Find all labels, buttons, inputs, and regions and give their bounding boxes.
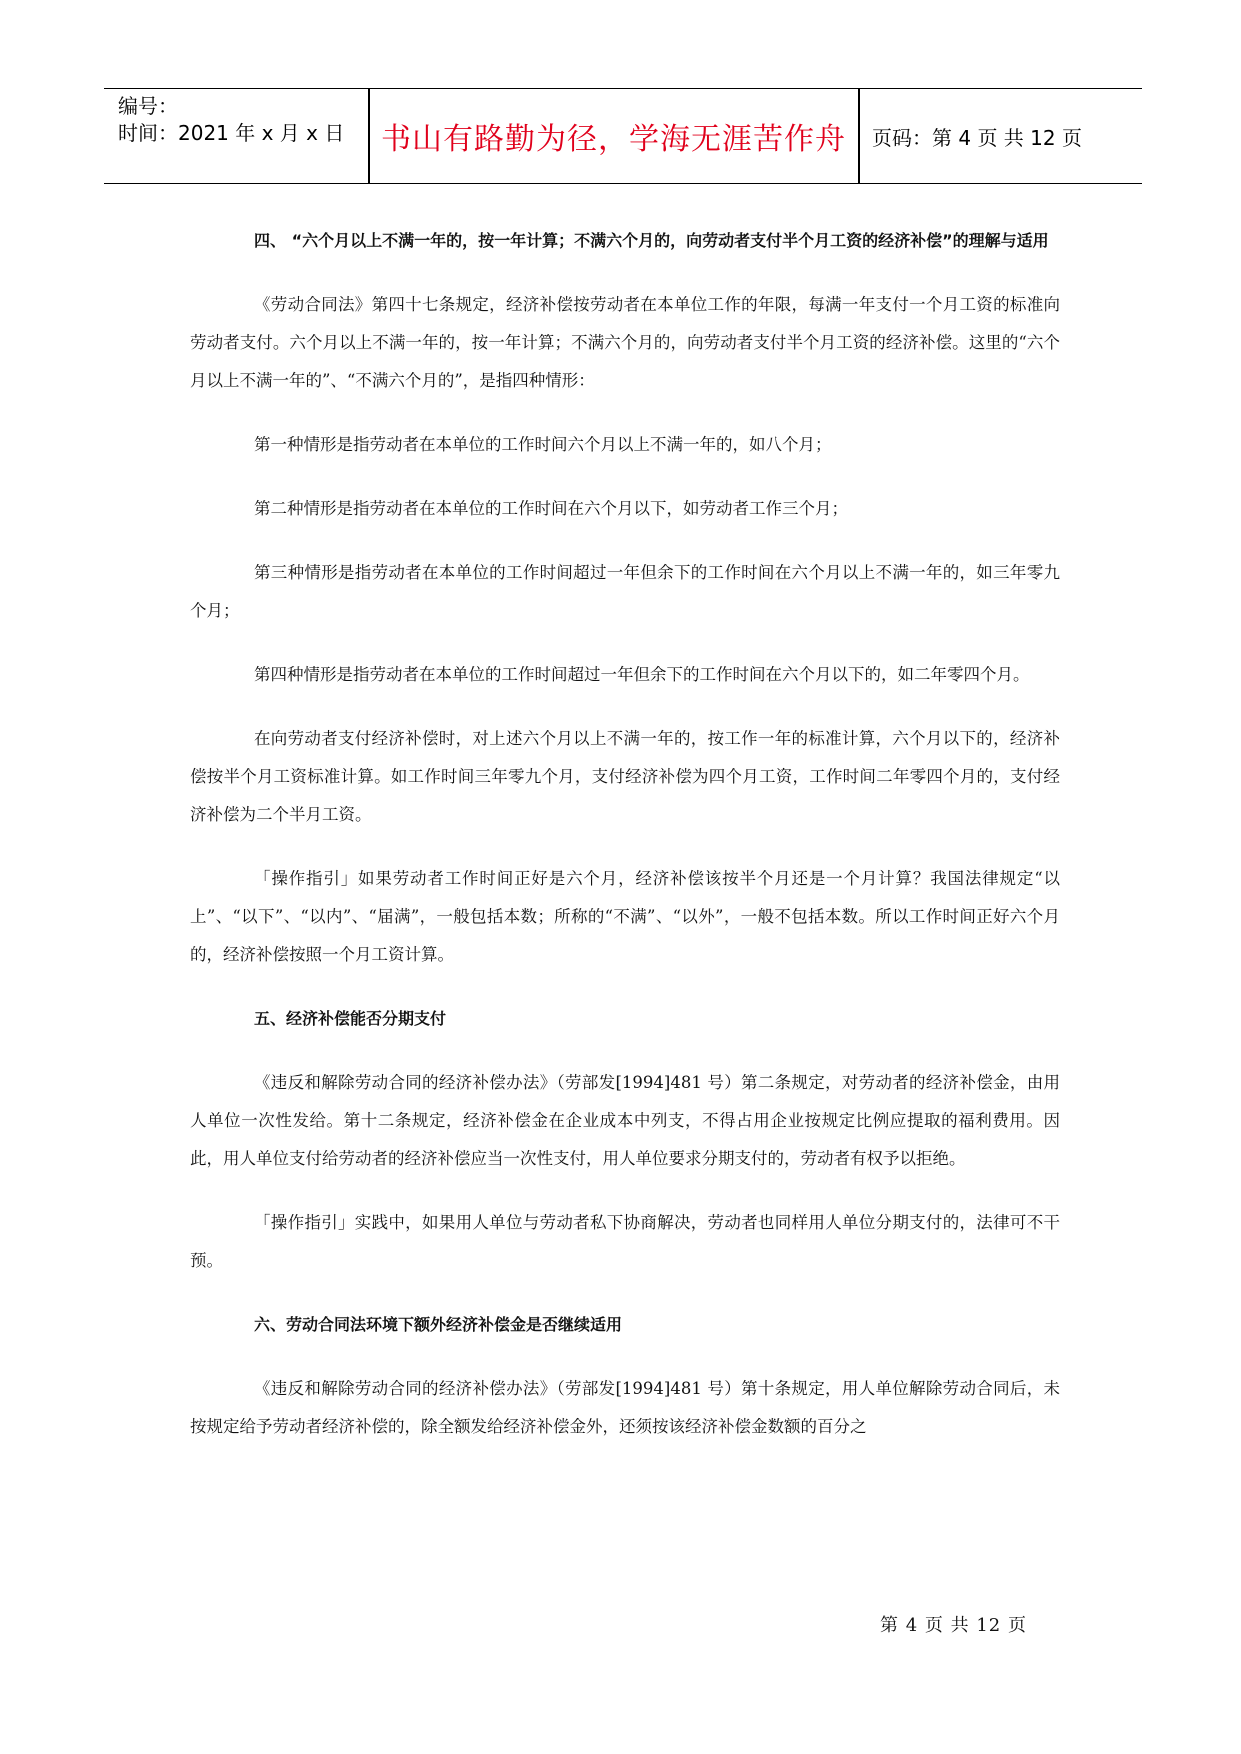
- paragraph: 《违反和解除劳动合同的经济补偿办法》（劳部发[1994]481 号）第十条规定，用人单位解除劳动合同后，未按规定给予劳动者经济补偿的，除全额发给经济补偿金外，还须按该经济补偿金数额的百分之: [190, 1379, 1060, 1436]
- document-time-label: 时间：2021 年 x 月 x 日: [118, 121, 345, 145]
- section-heading: 五、经济补偿能否分期支付: [254, 1009, 447, 1028]
- paragraph: 《违反和解除劳动合同的经济补偿办法》（劳部发[1994]481 号）第二条规定，对劳动者的经济补偿金，由用人单位一次性发给。第十二条规定，经济补偿金在企业成本中列支，不得占用企业按规定比例应提取的福利费用。因此，用人单位支付给劳动者的经济补偿应当一次性支付，用人单位要求分期支付的，劳动者有权予以拒绝。: [190, 1073, 1060, 1168]
- header-divider: [858, 89, 860, 183]
- header-motto: 书山有路勤为径，学海无涯苦作舟: [381, 122, 846, 157]
- paragraph: 第一种情形是指劳动者在本单位的工作时间六个月以上不满一年的，如八个月；: [254, 435, 832, 454]
- paragraph: 第三种情形是指劳动者在本单位的工作时间超过一年但余下的工作时间在六个月以上不满一年的，如三年零九个月；: [190, 563, 1060, 620]
- header-meta: [118, 93, 344, 147]
- paragraph: 第二种情形是指劳动者在本单位的工作时间在六个月以下，如劳动者工作三个月；: [254, 499, 848, 518]
- paragraph: 「操作指引」实践中，如果用人单位与劳动者私下协商解决，劳动者也同样用人单位分期支付的，法律可不干预。: [190, 1213, 1060, 1270]
- document-body: [190, 222, 1060, 1446]
- page-header: [104, 88, 1142, 184]
- document-number-label: 编号：: [118, 94, 178, 118]
- page-footer: 第 4 页 共 12 页: [880, 1615, 1027, 1636]
- section-heading: 四、 “六个月以上不满一年的，按一年计算；不满六个月的，向劳动者支付半个月工资的经济补偿”的理解与适用: [254, 231, 1049, 250]
- paragraph: 在向劳动者支付经济补偿时，对上述六个月以上不满一年的，按工作一年的标准计算，六个月以下的，经济补偿按半个月工资标准计算。如工作时间三年零九个月，支付经济补偿为四个月工资，工作时间二年零四个月的，支付经济补偿为二个半月工资。: [190, 729, 1060, 824]
- section-heading: 六、劳动合同法环境下额外经济补偿金是否继续适用: [254, 1315, 623, 1334]
- paragraph: 《劳动合同法》第四十七条规定，经济补偿按劳动者在本单位工作的年限，每满一年支付一个月工资的标准向劳动者支付。六个月以上不满一年的，按一年计算；不满六个月的，向劳动者支付半个月工资的经济补偿。这里的“六个月以上不满一年的”、“不满六个月的”，是指四种情形：: [190, 295, 1060, 390]
- paragraph: 「操作指引」如果劳动者工作时间正好是六个月，经济补偿该按半个月还是一个月计算？我国法律规定“以上”、“以下”、“以内”、“届满”，一般包括本数；所称的“不满”、“以外”，一般不包括本数。所以工作时间正好六个月的，经济补偿按照一个月工资计算。: [190, 869, 1060, 964]
- paragraph: 第四种情形是指劳动者在本单位的工作时间超过一年但余下的工作时间在六个月以下的，如二年零四个月。: [254, 665, 1030, 684]
- header-page-code: 页码：第 4 页 共 12 页: [872, 125, 1082, 150]
